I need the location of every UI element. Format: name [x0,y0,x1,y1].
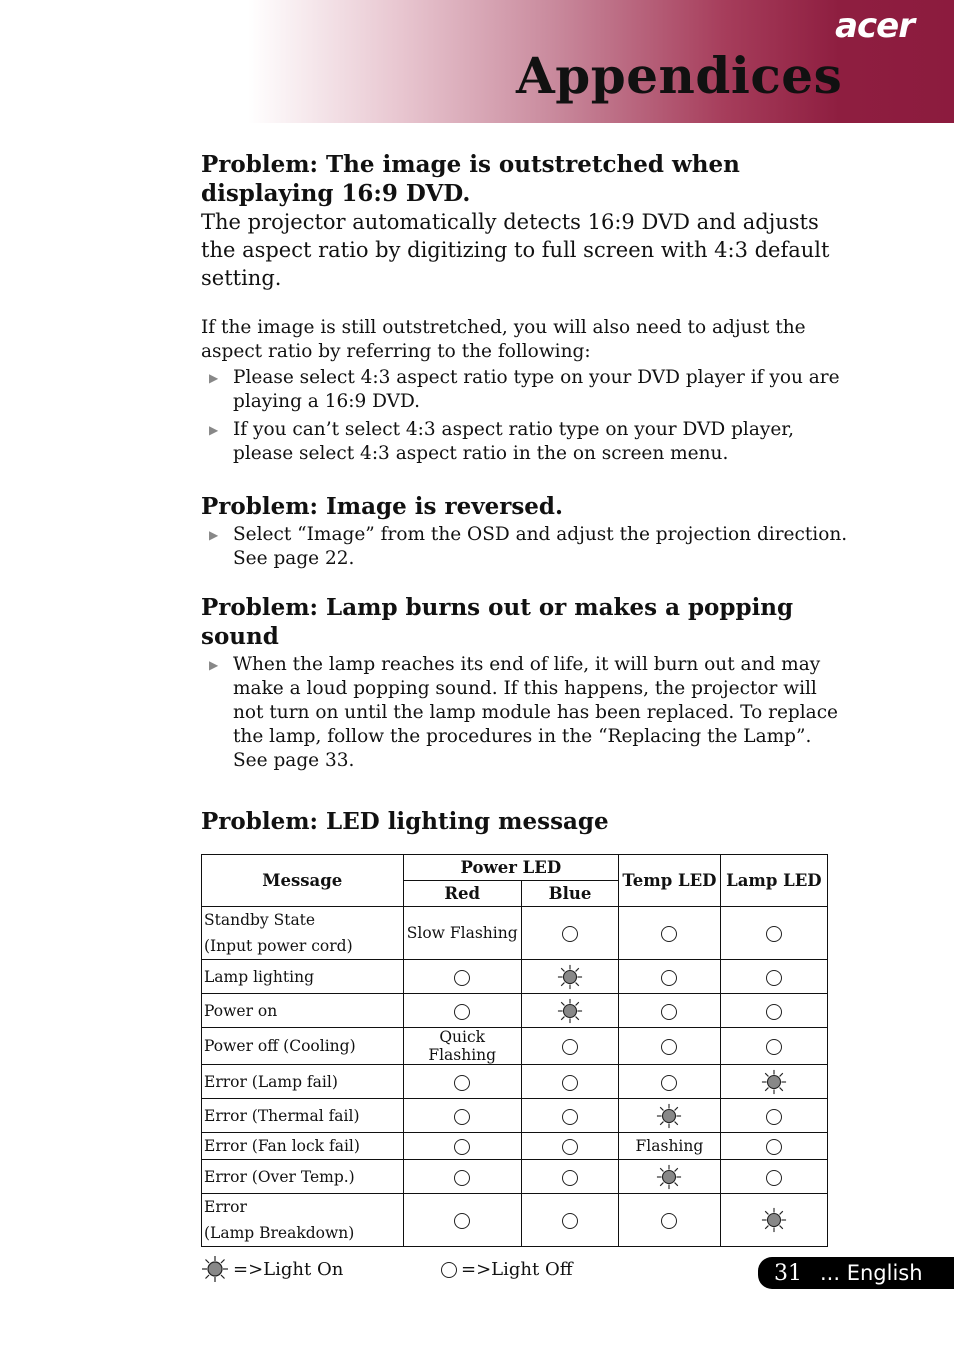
table-row [202,1099,828,1133]
header-temp-led: Temp LED [619,855,721,907]
message-line: Power on [204,1001,278,1020]
led-cell [720,994,827,1028]
message-cell [202,994,404,1028]
led-cell [619,907,721,960]
led-cell [619,1028,721,1065]
message-line: Error (Lamp fail) [204,1072,338,1091]
bullet-icon: ▶ [209,371,219,385]
list-item: ▶ Please select 4:3 aspect ratio type on your DVD player if you are playing a 16:9 DVD. [209,367,840,412]
bullet-list [201,523,851,571]
led-cell [521,1194,618,1247]
light-off-icon [661,926,677,942]
led-cell [403,1160,521,1194]
message-line: (Lamp Breakdown) [204,1224,355,1242]
content [201,150,851,1285]
led-cell [720,1133,827,1160]
led-cell [403,1099,521,1133]
led-cell-text: Flashing [619,1133,721,1160]
language-label: ... English [820,1261,923,1285]
section-heading-reversed: Problem: Image is reversed. [201,493,563,520]
page-number: 31 [774,1260,802,1286]
light-off-icon [766,970,782,986]
led-cell [521,1160,618,1194]
led-cell [403,994,521,1028]
light-off-icon [562,1109,578,1125]
table-row [202,1065,828,1099]
bullet-icon: ▶ [209,658,219,672]
led-cell [720,907,827,960]
bullet-list [201,366,851,466]
table-row [202,1133,828,1160]
header-lamp-led: Lamp LED [720,855,827,907]
led-cell-text: Slow Flashing [403,907,521,960]
led-cell [521,1133,618,1160]
light-on-icon [201,1255,229,1283]
table-row [202,960,828,994]
message-line: Lamp lighting [204,967,314,986]
light-off-icon [661,970,677,986]
table-row [202,1160,828,1194]
page-header [0,0,954,123]
led-cell [619,1065,721,1099]
light-off-icon [454,1109,470,1125]
section-heading-outstretched: Problem: The image is outstretched when displaying 16:9 DVD. [201,151,740,207]
light-on-icon [761,1210,787,1228]
light-off-icon [562,1039,578,1055]
section-lead: The projector automatically detects 16:9 DVD and adjusts the aspect ratio by digitizing to full screen with 4:3 default setting. [201,210,830,290]
message-line: Error (Fan lock fail) [204,1137,360,1155]
message-cell [202,1160,404,1194]
led-cell [403,1194,521,1247]
list-item: ▶ Select “Image” from the OSD and adjust the projection direction. See page 22. [209,524,848,569]
message-cell [202,1133,404,1160]
message-line: Standby State [204,911,316,929]
bullet-icon: ▶ [209,528,219,542]
light-off-icon [441,1262,457,1278]
led-cell [619,1160,721,1194]
led-cell [720,1099,827,1133]
bullet-list [201,653,851,773]
led-cell [521,907,618,960]
message-cell [202,1099,404,1133]
led-cell-text: Quick Flashing [403,1028,521,1065]
bullet-icon: ▶ [209,423,219,437]
message-cell [202,1065,404,1099]
legend-light-off: =>Light Off [441,1259,573,1280]
message-line: Error (Over Temp.) [204,1167,355,1186]
acer-logo: acer [835,6,914,46]
led-cell [720,1065,827,1099]
light-off-icon [661,1075,677,1091]
led-cell [619,960,721,994]
light-off-icon [661,1213,677,1229]
table-row [202,907,828,960]
light-off-icon [661,1039,677,1055]
light-off-icon [766,926,782,942]
light-off-icon [766,1004,782,1020]
light-off-icon [454,1075,470,1091]
message-line: Power off (Cooling) [204,1037,356,1055]
led-cell [521,1099,618,1133]
message-cell [202,960,404,994]
legend [201,1255,851,1285]
light-off-icon [766,1170,782,1186]
led-cell [403,1133,521,1160]
section-heading-lamp: Problem: Lamp burns out or makes a popping sound [201,594,794,650]
message-line: Error [204,1198,247,1216]
light-on-icon [656,1167,682,1185]
header-blue: Blue [521,881,618,907]
page-footer [758,1257,954,1289]
message-cell [202,907,404,960]
header-red: Red [403,881,521,907]
led-cell [521,960,618,994]
table-row [202,1194,828,1247]
legend-light-on: =>Light On [201,1255,343,1283]
led-cell [521,994,618,1028]
led-cell [403,960,521,994]
page-title: Appendices [516,46,843,105]
message-cell [202,1028,404,1065]
header-power-led: Power LED [403,855,619,881]
light-off-icon [454,1213,470,1229]
light-off-icon [766,1109,782,1125]
light-on-icon [557,1001,583,1019]
message-cell [202,1194,404,1247]
table-row [202,994,828,1028]
light-off-icon [562,926,578,942]
light-on-icon [761,1072,787,1090]
header-message: Message [202,855,404,907]
led-cell [720,1028,827,1065]
message-line: Error (Thermal fail) [204,1106,360,1125]
light-off-icon [562,1139,578,1155]
light-off-icon [766,1139,782,1155]
led-cell [403,1065,521,1099]
table-row [202,1028,828,1065]
section-heading-led: Problem: LED lighting message [201,808,609,835]
led-cell [619,1194,721,1247]
led-message-table [201,854,828,1247]
led-cell [619,1099,721,1133]
light-off-icon [562,1213,578,1229]
led-cell [619,994,721,1028]
light-off-icon [454,1139,470,1155]
led-cell [521,1028,618,1065]
light-off-icon [562,1075,578,1091]
light-off-icon [766,1039,782,1055]
list-item: ▶ If you can’t select 4:3 aspect ratio type on your DVD player, please select 4:3 aspect ratio in the on screen menu. [209,419,794,464]
light-off-icon [454,1170,470,1186]
message-line: (Input power cord) [204,937,353,955]
light-off-icon [454,1004,470,1020]
light-on-icon [656,1106,682,1124]
led-cell [720,1194,827,1247]
light-off-icon [454,970,470,986]
led-cell [521,1065,618,1099]
led-cell [720,960,827,994]
light-on-icon [557,967,583,985]
light-off-icon [562,1170,578,1186]
section-body: If the image is still outstretched, you will also need to adjust the aspect ratio by referring to the following: [201,317,806,362]
list-item: ▶ When the lamp reaches its end of life, it will burn out and may make a loud popping sound. If this happens, the projector will not turn on until the lamp module has been replaced. To replace the lamp, follow the procedures in the “Replacing the Lamp”. See page 33. [209,654,838,771]
led-cell [720,1160,827,1194]
light-off-icon [661,1004,677,1020]
